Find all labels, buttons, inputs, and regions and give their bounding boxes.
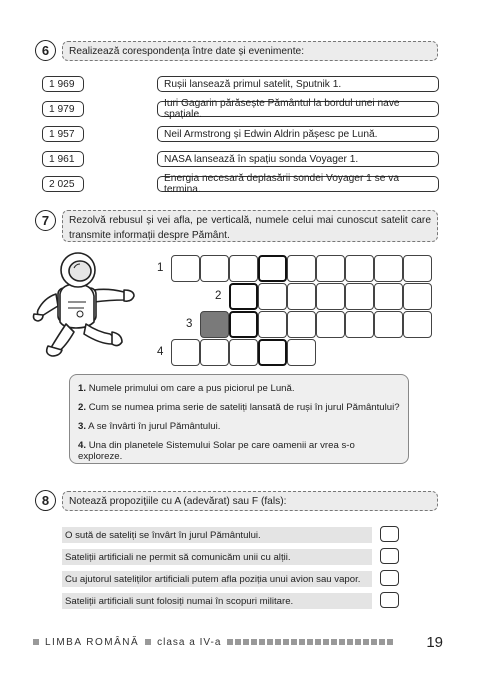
statement-row: Sateliții artificiali ne permit să comunicăm unii cu alții. xyxy=(62,549,372,565)
event-box[interactable]: NASA lansează în spațiu sonda Voyager 1. xyxy=(157,151,439,167)
crossword-row-number: 4 xyxy=(157,346,164,358)
crossword-row-4 xyxy=(171,339,316,366)
answer-box[interactable] xyxy=(380,526,399,542)
event-box[interactable]: Energia necesară deplasării sondei Voyager 1 se va termina. xyxy=(157,176,439,192)
crossword-cell[interactable] xyxy=(229,255,258,282)
crossword-cell[interactable] xyxy=(403,283,432,310)
clue-item: 4. Una din planetele Sistemului Solar pe care oamenii ar vrea s-o exploreze. xyxy=(78,440,355,462)
crossword-cell[interactable] xyxy=(345,255,374,282)
crossword-cell[interactable] xyxy=(258,311,287,338)
crossword-cell[interactable] xyxy=(403,255,432,282)
page-number: 19 xyxy=(426,633,443,651)
crossword-cell[interactable] xyxy=(258,283,287,310)
crossword-cell[interactable] xyxy=(374,283,403,310)
footer-subject: LIMBA ROMÂNĂ xyxy=(45,636,140,648)
year-box[interactable]: 1 957 xyxy=(42,126,84,142)
crossword-cell[interactable] xyxy=(316,255,345,282)
footer-square-icon xyxy=(145,639,151,645)
crossword-cell[interactable] xyxy=(345,283,374,310)
statement-row: Cu ajutorul sateliților artificiali putem afla poziția unui avion sau vapor. xyxy=(62,571,372,587)
crossword-cell[interactable] xyxy=(403,311,432,338)
year-box[interactable]: 1 961 xyxy=(42,151,84,167)
astronaut-illustration xyxy=(28,250,140,358)
exercise-6-instruction: Realizează corespondența între date și evenimente: xyxy=(62,41,438,61)
exercise-7-number: 7 xyxy=(35,210,56,231)
crossword-row-1 xyxy=(171,255,432,282)
crossword-cell[interactable] xyxy=(374,255,403,282)
crossword-clues xyxy=(69,374,409,464)
event-box[interactable]: Rușii lansează primul satelit, Sputnik 1. xyxy=(157,76,439,92)
crossword-cell[interactable] xyxy=(316,283,345,310)
crossword-cell[interactable] xyxy=(171,339,200,366)
crossword-key-cell[interactable] xyxy=(229,311,258,338)
crossword-cell[interactable] xyxy=(287,339,316,366)
answer-box[interactable] xyxy=(380,570,399,586)
event-box[interactable]: Iuri Gagarin părăsește Pământul la bordul unei nave spațiale. xyxy=(157,101,439,117)
exercise-7-instruction: Rezolvă rebusul și vei afla, pe verticală, numele celui mai cunoscut satelit care transmite informații despre Pământ. xyxy=(62,210,438,242)
crossword-cell[interactable] xyxy=(374,311,403,338)
crossword-cell[interactable] xyxy=(229,339,258,366)
crossword-cell[interactable] xyxy=(287,283,316,310)
crossword-cell[interactable] xyxy=(316,311,345,338)
clue-item: 1. Numele primului om care a pus piciorul pe Lună. xyxy=(78,383,295,394)
crossword-key-cell[interactable] xyxy=(258,255,287,282)
statement-row: O sută de sateliți se învârt în jurul Pământului. xyxy=(62,527,372,543)
answer-box[interactable] xyxy=(380,592,399,608)
crossword-cell[interactable] xyxy=(171,255,200,282)
crossword-cell[interactable] xyxy=(200,339,229,366)
exercise-8-number: 8 xyxy=(35,490,56,511)
exercise-8-instruction: Notează propozițiile cu A (adevărat) sau F (fals): xyxy=(62,491,438,511)
year-box[interactable]: 1 979 xyxy=(42,101,84,117)
page-footer xyxy=(33,632,443,652)
crossword-row-3 xyxy=(200,311,432,338)
crossword-row-number: 3 xyxy=(186,318,193,330)
crossword-cell[interactable] xyxy=(287,311,316,338)
crossword-shaded-cell xyxy=(200,311,229,338)
crossword-cell[interactable] xyxy=(200,255,229,282)
crossword-row-2 xyxy=(229,283,432,310)
event-box[interactable]: Neil Armstrong și Edwin Aldrin pășesc pe Lună. xyxy=(157,126,439,142)
crossword-row-number: 1 xyxy=(157,262,164,274)
statement-row: Sateliții artificiali sunt folosiți numai în scopuri militare. xyxy=(62,593,372,609)
clue-item: 3. A se învârti în jurul Pământului. xyxy=(78,421,221,432)
crossword-key-cell[interactable] xyxy=(229,283,258,310)
footer-squares xyxy=(227,639,395,645)
crossword-cell[interactable] xyxy=(345,311,374,338)
exercise-6-number: 6 xyxy=(35,40,56,61)
year-box[interactable]: 2 025 xyxy=(42,176,84,192)
crossword-cell[interactable] xyxy=(287,255,316,282)
footer-grade: clasa a IV-a xyxy=(157,636,222,648)
clue-item: 2. Cum se numea prima serie de sateliți lansată de ruși în jurul Pământului? xyxy=(78,402,400,413)
year-box[interactable]: 1 969 xyxy=(42,76,84,92)
crossword-row-number: 2 xyxy=(215,290,222,302)
answer-box[interactable] xyxy=(380,548,399,564)
footer-square-icon xyxy=(33,639,39,645)
crossword-key-cell[interactable] xyxy=(258,339,287,366)
